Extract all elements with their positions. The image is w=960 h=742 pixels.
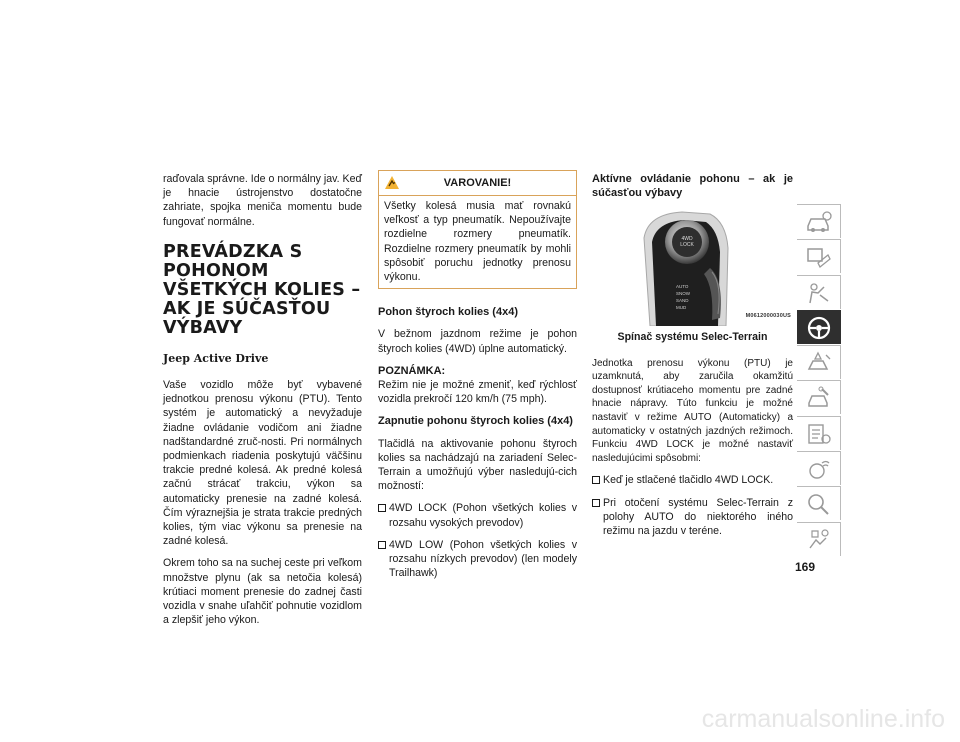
list-item: Pri otočení systému Selec-Terrain z polohy AUTO do niektorého iného režimu na jazdu v teréne. (592, 496, 793, 539)
paragraph: V bežnom jazdnom režime je pohon štyroch kolies (4WD) úplne automatický. (378, 328, 577, 355)
safety-icon (806, 281, 832, 305)
figure-code: M0612000030US (745, 313, 791, 320)
column-right (592, 172, 793, 546)
selec-terrain-figure (592, 208, 793, 326)
option-list (378, 501, 577, 580)
warning-header (379, 171, 576, 196)
tab-index[interactable] (797, 522, 841, 556)
button-label: 4WD (681, 236, 693, 243)
steering-wheel-icon (806, 316, 832, 340)
heading-active-drive: Aktívne ovládanie pohonu – ak je súčasťou výbavy (592, 173, 793, 200)
tab-dashboard[interactable] (797, 239, 841, 273)
specifications-icon (806, 422, 832, 446)
paragraph: Tlačidlá na aktivovanie pohonu štyroch kolies sa nachádzajú na zariadení Selec-Terrain a umožňujú výber nasledujú-cich možností: (378, 437, 577, 493)
warning-text: Všetky kolesá musia mať rovnakú veľkosť a typ pneumatík. Nepoužívajte rozdielne rozmery pneumatík. Rozdielne rozmery pneumatík by mohli spôsobiť poruchu jednotky prenosu výkonu. (384, 200, 571, 284)
list-item: 4WD LOW (Pohon všetkých kolies v rozsahu nízkych prevodov) (len modely Trailhawk) (378, 538, 577, 581)
bullet-square-icon (378, 541, 386, 549)
column-middle (378, 170, 577, 588)
search-icon (806, 492, 832, 516)
bullet-square-icon (378, 504, 386, 512)
multimedia-icon (806, 457, 832, 481)
tab-emergency[interactable] (797, 345, 841, 379)
dashboard-icon (806, 245, 832, 269)
bullet-square-icon (592, 499, 600, 507)
tab-service[interactable] (797, 380, 841, 414)
list-item: 4WD LOCK (Pohon všetkých kolies v rozsahu vysokých prevodov) (378, 501, 577, 529)
mode-label: MUD (676, 305, 687, 311)
note-label: POZNÁMKA: (378, 364, 446, 377)
index-icon (806, 528, 832, 552)
tab-driving[interactable] (797, 310, 841, 344)
warning-icon (384, 175, 400, 190)
intro-paragraph: raďovala správne. Ide o normálny jav. Keď je hnacie ústrojenstvo dostatočne zahriate, spojka meniča momentu bude fungovať normálne. (163, 173, 362, 228)
page-number: 169 (795, 560, 816, 574)
mode-label: SNOW (676, 291, 690, 297)
bullet-square-icon (592, 476, 600, 484)
warning-title: VAROVANIE! (443, 177, 512, 189)
option-list (592, 473, 793, 538)
mode-label: SAND (676, 298, 689, 304)
tab-safety[interactable] (797, 275, 841, 309)
section-heading: PREVÁDZKA S POHONOM VŠETKÝCH KOLIES – AK JE SÚČASŤOU VÝBAVY (163, 241, 361, 338)
tab-car-info[interactable] (797, 204, 841, 238)
paragraph: Vaše vozidlo môže byť vybavené jednotkou prenosu výkonu (PTU). Tento systém je automatický a nevyžaduje žiadne ovládanie vodičom ani žiadne nadštandardné zruč-nosti. Pri normálnych podmienkach riadenia poskytujú väčšinu trakcie predné kolesá. Ak predné kolesá začnú strácať trakciu, výkon sa automaticky prenesie na zadné kolesá. Čím výraznejšia je strata trakcie predných kolies, tým viac výkonu sa prenesie na zadné kolesá. (163, 379, 362, 548)
warning-box (378, 170, 577, 289)
watermark: carmanualsonline.info (701, 705, 945, 733)
note (378, 364, 577, 407)
sub-heading: Jeep Active Drive (163, 351, 269, 365)
paragraph: Jednotka prenosu výkonu (PTU) je uzamknutá, aby zaručila okamžitú dostupnosť krútiaceho momentu pre zadné hnacie nápravy. Túto funkciu je možné nastaviť v režime AUTO (Automaticky) a automaticky v ostatných jazdných režimoch. Funkciu 4WD LOCK je možné nastaviť nasledujúcimi spôsobmi: (592, 357, 793, 464)
mode-label: AUTO (676, 284, 689, 290)
emergency-icon (806, 351, 832, 375)
button-label: LOCK (680, 242, 694, 249)
paragraph: Okrem toho sa na suchej ceste pri veľkom množstve plynu (ak sa netočia kolesá) krútiaci moment prenesie do zadnej časti vozidla v snahe uľahčiť pohnutie vozidlom a zlepšiť jeho výkon. (163, 557, 362, 627)
figure-caption: Spínač systému Selec-Terrain (617, 331, 768, 344)
service-icon (806, 386, 832, 410)
chapter-tabs (797, 204, 841, 557)
heading-engage-4x4: Zapnutie pohonu štyroch kolies (4x4) (378, 415, 573, 428)
tab-specifications[interactable] (797, 416, 841, 450)
note-text: Režim nie je možné zmeniť, keď rýchlosť vozidla prekročí 120 km/h (75 mph). (378, 379, 577, 406)
car-info-icon (806, 210, 832, 234)
tab-search[interactable] (797, 486, 841, 520)
tab-multimedia[interactable] (797, 451, 841, 485)
column-left (163, 172, 362, 635)
list-item: Keď je stlačené tlačidlo 4WD LOCK. (592, 473, 793, 487)
heading-4x4: Pohon štyroch kolies (4x4) (378, 306, 518, 319)
